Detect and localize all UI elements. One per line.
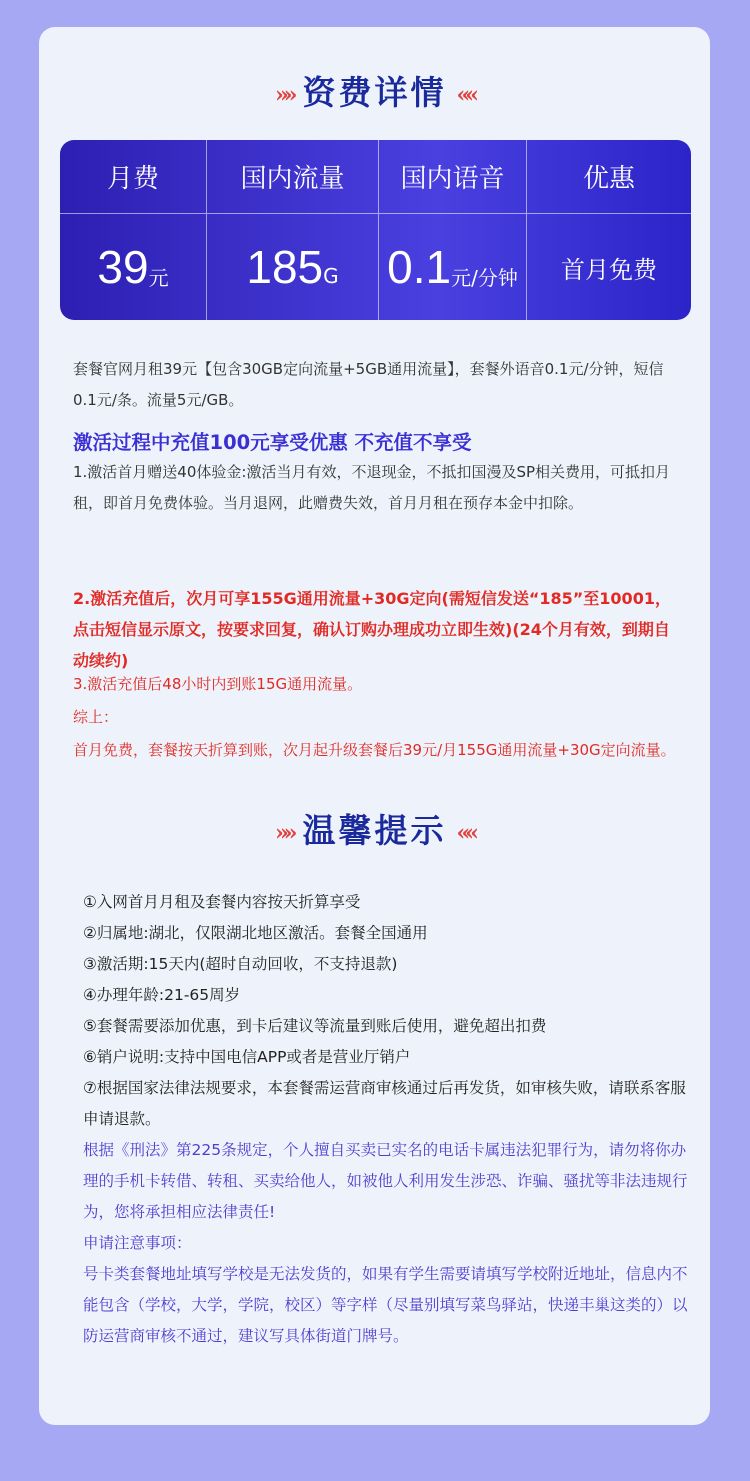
chevron-right-icon: »» [275,82,293,108]
monthly-fee-value [60,214,207,320]
section-title-pricing [39,67,710,114]
tip-item: ②归属地:湖北，仅限湖北地区激活。套餐全国通用 [83,924,428,942]
legal-warning: 根据《刑法》第225条规定，个人擅自买卖已实名的电话卡属违法犯罪行为，请勿将你办理的手机卡转借、转租、买卖给他人，如被他人利用发生涉恐、诈骗、骚扰等非法违规行为，您将承担相应法律责任! [83,1141,688,1221]
data-value [207,214,379,320]
notice-text: 号卡类套餐地址填写学校是无法发货的，如果有学生需要请填写学校附近地址，信息内不能包含（学校，大学，学院，校区）等字样（尽量别填写菜鸟驿站，快递丰巢这类的）以防运营商审核不通过，建议写具体街道门牌号。 [83,1265,688,1345]
pricing-title-text: 资费详情 [302,73,447,112]
tip-item: ①入网首月月租及套餐内容按天折算享受 [83,893,361,911]
intro-text: 套餐官网月租39元【包含30GB定向流量+5GB通用流量】，套餐外语音0.1元/分钟，短信0.1元/条。流量5元/GB。 [73,360,664,409]
header-domestic-data: 国内流量 [207,140,379,214]
header-discount: 优惠 [527,140,691,214]
chevron-left-icon: «« [456,820,474,846]
tip-item: ③激活期:15天内(超时自动回收，不支持退款) [83,955,398,973]
notice-label: 申请注意事项： [83,1234,192,1252]
chevron-right-icon: »» [275,820,293,846]
data-number: 185 [246,241,324,293]
discount-value [527,214,691,320]
tip-item: ⑤套餐需要添加优惠，到卡后建议等流量到账后使用，避免超出扣费 [83,1017,547,1035]
voice-number: 0.1 [387,241,452,293]
voice-unit: 元/分钟 [451,265,518,290]
pricing-table [60,140,691,320]
chevron-left-icon: «« [456,82,474,108]
item-2-text: 2.激活充值后，次月可享155G通用流量+30G定向(需短信发送“185”至10001，点击短信显示原文，按要求回复，确认订购办理成功立即生效)(24个月有效，到期自动续约) [73,589,671,670]
tips-list [83,887,693,1352]
monthly-fee-number: 39 [97,241,149,293]
header-monthly-fee: 月费 [60,140,207,214]
item-3-text: 3.激活充值后48小时内到账15G通用流量。 [73,675,363,693]
tip-item: ⑦根据国家法律法规要求，本套餐需运营商审核通过后再发货，如审核失败，请联系客服申请退款。 [83,1079,686,1128]
plan-card [39,27,710,1425]
header-domestic-voice: 国内语音 [379,140,527,214]
summary-label: 综上： [73,708,119,726]
data-unit: G [323,264,339,288]
tips-title-text: 温馨提示 [302,811,447,850]
item-1-text: 1.激活首月赠送40体验金:激活当月有效，不退现金，不抵扣国漫及SP相关费用，可抵扣月租，即首月免费体验。当月退网，此赠费失效，首月月租在预存本金中扣除。 [73,463,671,512]
tip-item: ⑥销户说明:支持中国电信APP或者是营业厅销户 [83,1048,411,1066]
discount-text: 首月免费 [561,255,657,284]
voice-value [379,214,527,320]
section-title-tips [39,805,710,852]
recharge-highlight: 激活过程中充值100元享受优惠 不充值不享受 [73,431,472,454]
tip-item: ④办理年龄:21-65周岁 [83,986,241,1004]
monthly-fee-unit: 元 [148,265,169,290]
summary-text: 首月免费，套餐按天折算到账，次月起升级套餐后39元/月155G通用流量+30G定向流量。 [73,741,676,759]
